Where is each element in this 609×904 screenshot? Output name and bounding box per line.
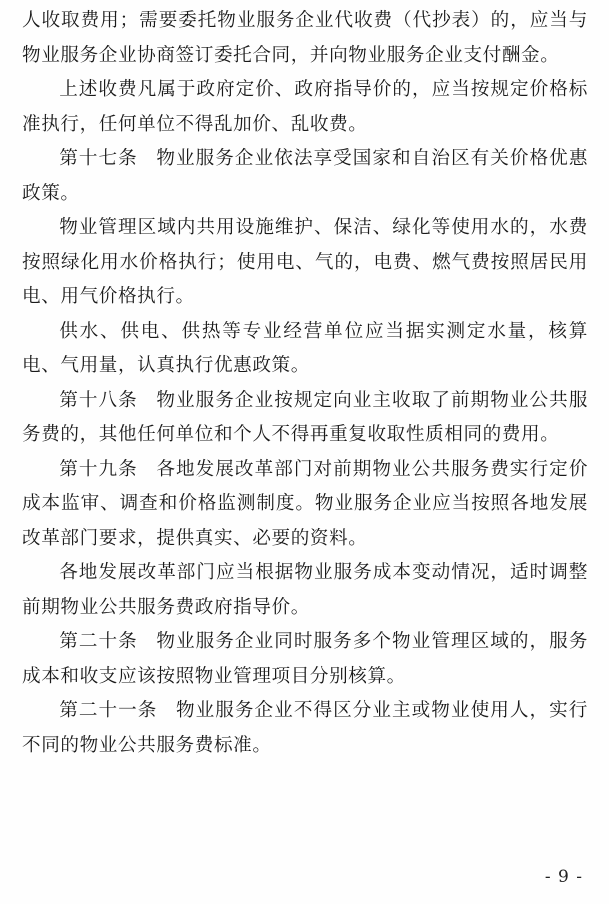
paragraph-text: 物业服务企业依法享受国家和自治区有关价格优惠政策。: [22, 148, 589, 204]
article-number: 第十九条: [59, 458, 138, 480]
article-paragraph: [22, 142, 588, 211]
paragraph-text: 人收取费用；需要委托物业服务企业代收费（代抄表）的，应当与物业服务企业协商签订委托合同，并向物业服务企业支付酬金。: [22, 10, 588, 66]
article-paragraph: [22, 384, 588, 453]
article-paragraph: [22, 625, 588, 694]
article-paragraph: [22, 694, 588, 763]
paragraph-text: 供水、供电、供热等专业经营单位应当据实测定水量，核算电、气用量，认真执行优惠政策。: [22, 320, 588, 376]
paragraph-text: 各地发展改革部门对前期物业公共服务费实行定价成本监审、调查和价格监测制度。物业服务企业应当按照各地发展改革部门要求，提供真实、必要的资料。: [22, 458, 589, 549]
paragraph-text: 物业管理区域内共用设施维护、保洁、绿化等使用水的，水费按照绿化用水价格执行；使用电、气的，电费、燃气费按照居民用电、用气价格执行。: [22, 217, 588, 307]
paragraph: [22, 315, 588, 384]
body-text: [22, 4, 588, 763]
paragraph: [22, 556, 588, 625]
article-number: 第二十条: [59, 631, 138, 652]
paragraph-text: 上述收费凡属于政府定价、政府指导价的，应当按规定价格标准执行，任何单位不得乱加价、乱收费。: [22, 79, 588, 135]
article-number: 第十八条: [59, 389, 138, 411]
article-paragraph: [22, 453, 588, 557]
paragraph: [22, 4, 588, 73]
paragraph-text: 物业服务企业按规定向业主收取了前期物业公共服务费的，其他任何单位和个人不得再重复收取性质相同的费用。: [22, 389, 589, 445]
paragraph-text: 物业服务企业同时服务多个物业管理区域的，服务成本和收支应该按照物业管理项目分别核算。: [22, 631, 589, 687]
paragraph-text: 各地发展改革部门应当根据物业服务成本变动情况，适时调整前期物业公共服务费政府指导价。: [22, 562, 588, 618]
article-number: 第十七条: [59, 148, 138, 169]
paragraph: [22, 211, 588, 315]
page-number: - 9 -: [544, 867, 583, 887]
paragraph: [22, 73, 588, 142]
paragraph-text: 物业服务企业不得区分业主或物业使用人，实行不同的物业公共服务费标准。: [22, 700, 588, 756]
article-number: 第二十一条: [59, 700, 158, 721]
